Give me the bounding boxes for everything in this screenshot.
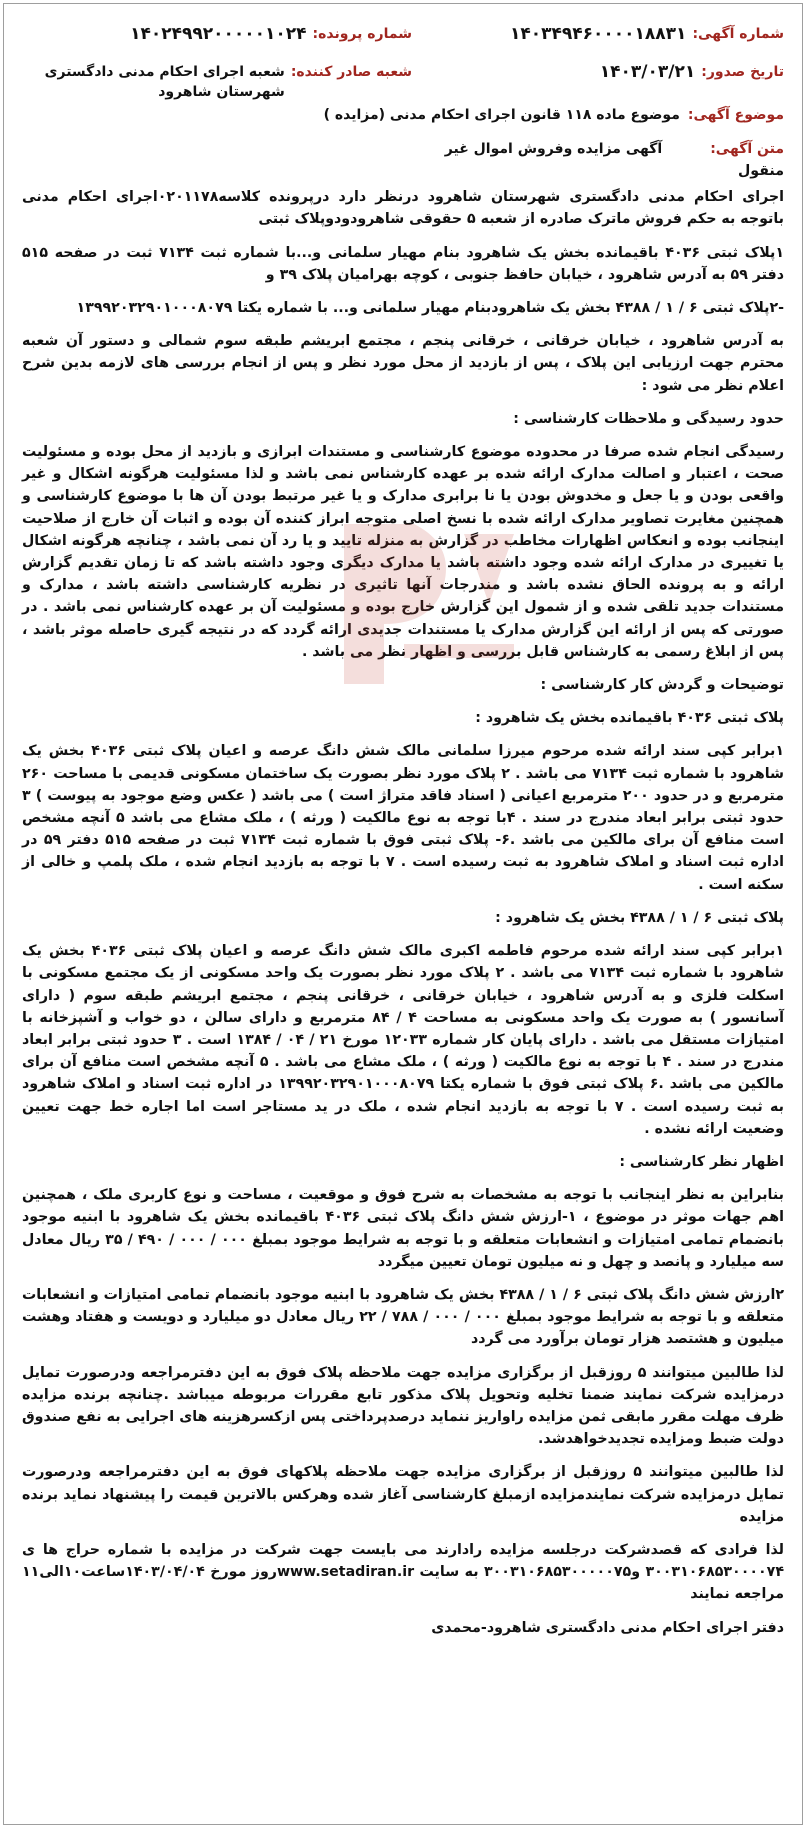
announcement-document xyxy=(3,3,803,1825)
paragraph: به آدرس شاهرود ، خیابان خرقانی ، خرقانی پنجم ، مجتمع ابریشم طبقه سوم شمالی و دستور آن شعبه محترم جهت ارزیابی این پلاک ، پس از بازدید از محل مورد نظر و پس از انجام بررسی های لازمه بدین شرح اعلام نظر می شود : xyxy=(22,333,784,394)
paragraph: ۱برابر کپی سند ارائه شده مرحوم فاطمه اکبری مالک شش دانگ عرصه و اعیان پلاک ثبتی ۴۰۳۶ بخش یک شاهرود با شماره ثبت ۷۱۳۴ می باشد . ۲ پلاک مورد نظر بصورت یک واحد مسکونی از یک مجتمع مسکونی با اسکلت فلزی و به آدرس شاهرود ، خیابان خرقانی ، خرقانی پنجم ، مجتمع ابریشم طبقه سوم ( دارای آسانسور ) به صورت یک واحد مسکونی به مساحت ۴ / ۸۴ مترمربع و دارای سالن ، دو خواب و آشپزخانه با امتیازات مستقل می باشد . دارای پایان کار شماره ۱۲۰۳۳ مورخ ۲۱ / ۰۴ / ۱۳۸۴ است . ۳ حدود ثبتی برابر ابعاد مندرج در سند . ۴ با توجه به نوع مالکیت ( ورثه ) ، ملک مشاع می باشد . ۵ آنچه مشخص است منافع آن برای مالکین می باشد .۶ پلاک ثبتی فوق با شماره یکتا ۱۳۹۹۲۰۳۲۹۰۱۰۰۰۸۰۷۹ در اداره ثبت اسناد و املاک شاهرود به ثبت رسیده است . ۷ با توجه به بازدید انجام شده ، ملک در ید مستاجر است اما اجاره خط جهت تعیین وضعیت ارائه نشده . xyxy=(22,943,785,1137)
issuing-branch-label: شعبه صادر کننده: xyxy=(290,64,412,80)
paragraph: بنابراین به نظر اینجانب با توجه به مشخصات به شرح فوق و موقعیت ، مساحت و نوع کاربری ملک ، همچنین اهم جهات موثر در موضوع ، ۱-ارزش شش دانگ پلاک ثبتی ۴۰۳۶ باقیمانده بخش یک شاهرود با ابنیه موجود بانضمام تمامی امتیازات و انشعابات متعلقه و با توجه به شرایط موجود بمبلغ ۰۰۰ / ۰۰۰ / ۴۹۰ / ۳۵ ریال معادل سه میلیارد و پانصد و چهل و نه میلیون تومان تعیین میگردد xyxy=(22,1187,785,1270)
ad-number xyxy=(510,24,784,44)
issue-date-value: ۱۴۰۳/۰۳/۲۱ xyxy=(599,62,696,82)
paragraph: منقول xyxy=(738,163,784,179)
subject-label: موضوع آگهی: xyxy=(687,107,784,123)
ad-number-value: ۱۴۰۳۴۹۴۶۰۰۰۰۱۸۸۳۱ xyxy=(510,24,687,44)
paragraph: لذا فرادی که قصدشرکت درجلسه مزایده رادارند می بایست جهت شرکت در مزایده با شماره حراج ها ی ۳۰۰۳۱۰۶۸۵۳۰۰۰۰۷۴ و۳۰۰۳۱۰۶۸۵۳۰۰۰۰۰۷۵ به سایت www.setadiran.irروز مورخ ۱۴۰۳/۰۴/۰۴ساعت۱۰الی۱۱ مراجعه نمایند xyxy=(22,1541,785,1603)
header-row-1 xyxy=(22,24,784,62)
paragraph: رسیدگی انجام شده صرفا در محدوده موضوع کارشناسی و مستندات ابرازی و بازدید از محل بوده و مسئولیت صحت ، اعتبار و اصالت مدارک ارائه شده بر عهده کارشناس نمی باشد و لذا مسئولیت هرگونه اشکال و غیر واقعی بودن و یا جعل و مخدوش بودن یا نا برابری مدارک و یا غیر مرتبط بودن آن ها با موضوع کارشناسی و همچنین مغایرت تصاویر مدارک ارائه شده با نسخ اصلی متوجه ابراز کننده آن بوده و اثبات آن خارج از صلاحیت اینجانب بوده و انعکاس اظهارات مخاطب در گزارش به منزله تایید و یا رد آن نمی باشد ، چنانچه هرگونه اشکال یا تغییری در مدارک ارائه شده وجود داشته باشد یا مدارک دیگری وجود داشته باشد که تا زمان تقدیم گزارش ارائه و به پرونده الحاق نشده باشد و مندرجات آنها تاثیری در نظریه کارشناسی داشته باشد ، مدارک و مستندات جدید تلقی شده و از شمول این گزارش خارج بوده و مسئولیت آن بر عهده کارشناس نمی باشد . در صورتی که پس از ارائه این گزارش مدارک یا مستندات جدیدی ارائه گردد که در نتیجه گیری حاصله موثر باشد ، پس از ابلاغ رسمی به کارشناس قابل بررسی و اظهار نظر می باشد . xyxy=(22,444,784,660)
issue-date-label: تاریخ صدور: xyxy=(701,64,784,80)
paragraph: -۲پلاک ثبتی ۶ / ۱ / ۴۳۸۸ بخش یک شاهرودبنام مهیار سلمانی و... با شماره یکتا ۱۳۹۹۲۰۳۲۹۰۱۰۰۰۸۰۷۹ xyxy=(76,300,784,317)
paragraph: ۱برابر کپی سند ارائه شده مرحوم میرزا سلمانی مالک شش دانگ عرصه و اعیان پلاک ثبتی ۴۰۳۶ بخش یک شاهرود با شماره ثبت ۷۱۳۴ می باشد . ۲ پلاک مورد نظر بصورت یک ساختمان مسکونی قدیمی با مساحت ۲۶۰ مترمربع و در حدود ۲۰۰ مترمربع اعیانی ( اسناد فاقد متراژ است ) می باشد ( عکس وضع موجود به پیوست ) ۳ حدود ثبتی برابر ابعاد مندرج در سند . ۴با توجه به نوع مالکیت ( ورثه ) ، ملک مشاع می باشد ۵ آنچه مشخص است منافع آن برای مالکین می باشد .۶- پلاک ثبتی فوق با شماره ثبت ۷۱۳۴ ثبت در صفحه ۵۱۵ دفتر ۵۹ در اداره ثبت اسناد و املاک شاهرود به ثبت رسیده است . ۷ با توجه به بازدید انجام شده ، ملک پلمپ و خالی از سکنه است . xyxy=(22,743,785,893)
body-label: متن آگهی: xyxy=(710,141,784,157)
issuing-branch-value: شعبه اجرای احکام مدنی دادگستری شهرستان شاهرود xyxy=(44,64,285,100)
section-heading: پلاک ثبتی ۶ / ۱ / ۴۳۸۸ بخش یک شاهرود : xyxy=(495,909,784,926)
section-heading: اظهار نظر کارشناسی : xyxy=(619,1153,784,1170)
paragraph: لذا طالبین میتوانند ۵ روزقبل از برگزاری مزایده جهت ملاحظه پلاک فوق به این دفترمراجعه ودرصورت تمایل درمزایده شرکت نمایند ضمنا تخلیه وتحویل پلاک مذکور تابع مقررات مربوطه میباشد .چنانچه برنده مزایده ظرف مهلت مقرر مابقی ثمن مزایده راواریز ننماید درصدپرداختی پس ازکسرهزینه های اجرایی به نفع صندوق دولت ضبط ومزایده تجدیدخواهدشد. xyxy=(22,1364,784,1448)
ad-number-label: شماره آگهی: xyxy=(692,26,784,42)
paragraph: لذا طالبین میتوانند ۵ روزقبل از برگزاری مزایده جهت ملاحظه پلاکهای فوق به این دفترمراجعه ودرصورت تمایل درمزایده شرکت نمایندمزایده ازمبلغ کارشناسی آغاز شده وهرکس بالاترین قیمت را پیشنهاد نماید برنده مزایده xyxy=(22,1464,784,1525)
section-heading: پلاک ثبتی ۴۰۳۶ باقیمانده بخش یک شاهرود : xyxy=(475,710,784,727)
file-number-label: شماره پرونده: xyxy=(312,26,412,42)
paragraph: ۱پلاک ثبتی ۴۰۳۶ باقیمانده بخش یک شاهرود بنام مهیار سلمانی و...با شماره ثبت ۷۱۳۴ ثبت در صفحه ۵۱۵ دفتر ۵۹ به آدرس شاهرود ، خیابان حافظ جنوبی ، کوچه بهرامیان پلاک ۳۹ و xyxy=(22,244,784,283)
subject-row xyxy=(22,104,784,126)
announcement-body xyxy=(22,160,784,1639)
issuing-branch xyxy=(22,62,412,102)
paragraph: اجرای احکام مدنی دادگستری شهرستان شاهرود درنظر دارد درپرونده کلاسه۰۲۰۱۱۷۸اجرای احکام مدنی باتوجه به حکم فروش ماترک صادره از شعبه ۵ حقوقی شاهرودودوپلاک ثبتی xyxy=(22,189,784,228)
file-number-value: ۱۴۰۲۴۹۹۲۰۰۰۰۰۱۰۲۴ xyxy=(130,24,307,44)
section-heading: حدود رسیدگی و ملاحظات کارشناسی : xyxy=(513,410,784,427)
header-row-2 xyxy=(22,62,784,100)
section-heading: توضیحات و گردش کار کارشناسی : xyxy=(540,677,784,694)
file-number xyxy=(22,24,412,44)
issue-date xyxy=(600,62,784,82)
subject-value: موضوع ماده ۱۱۸ قانون اجرای احکام مدنی (مزایده ) xyxy=(323,107,680,123)
announcement-title: آگهی مزایده وفروش اموال غیر xyxy=(444,141,663,157)
signature-line: دفتر اجرای احکام مدنی دادگستری شاهرود-محمدی xyxy=(431,1619,784,1636)
paragraph: ۲ارزش شش دانگ پلاک ثبتی ۶ / ۱ / ۴۳۸۸ بخش یک شاهرود با ابنیه موجود بانضمام تمامی امتیازات و انشعابات متعلقه و با توجه به شرایط موجود بمبلغ ۰۰۰ / ۰۰۰ / ۷۸۸ / ۲۲ ریال معادل دو میلیارد و دویست و هفتاد وهشت میلیون و هشتصد هزار تومان برآورد می گردد xyxy=(22,1286,785,1348)
body-label-row xyxy=(22,138,784,160)
